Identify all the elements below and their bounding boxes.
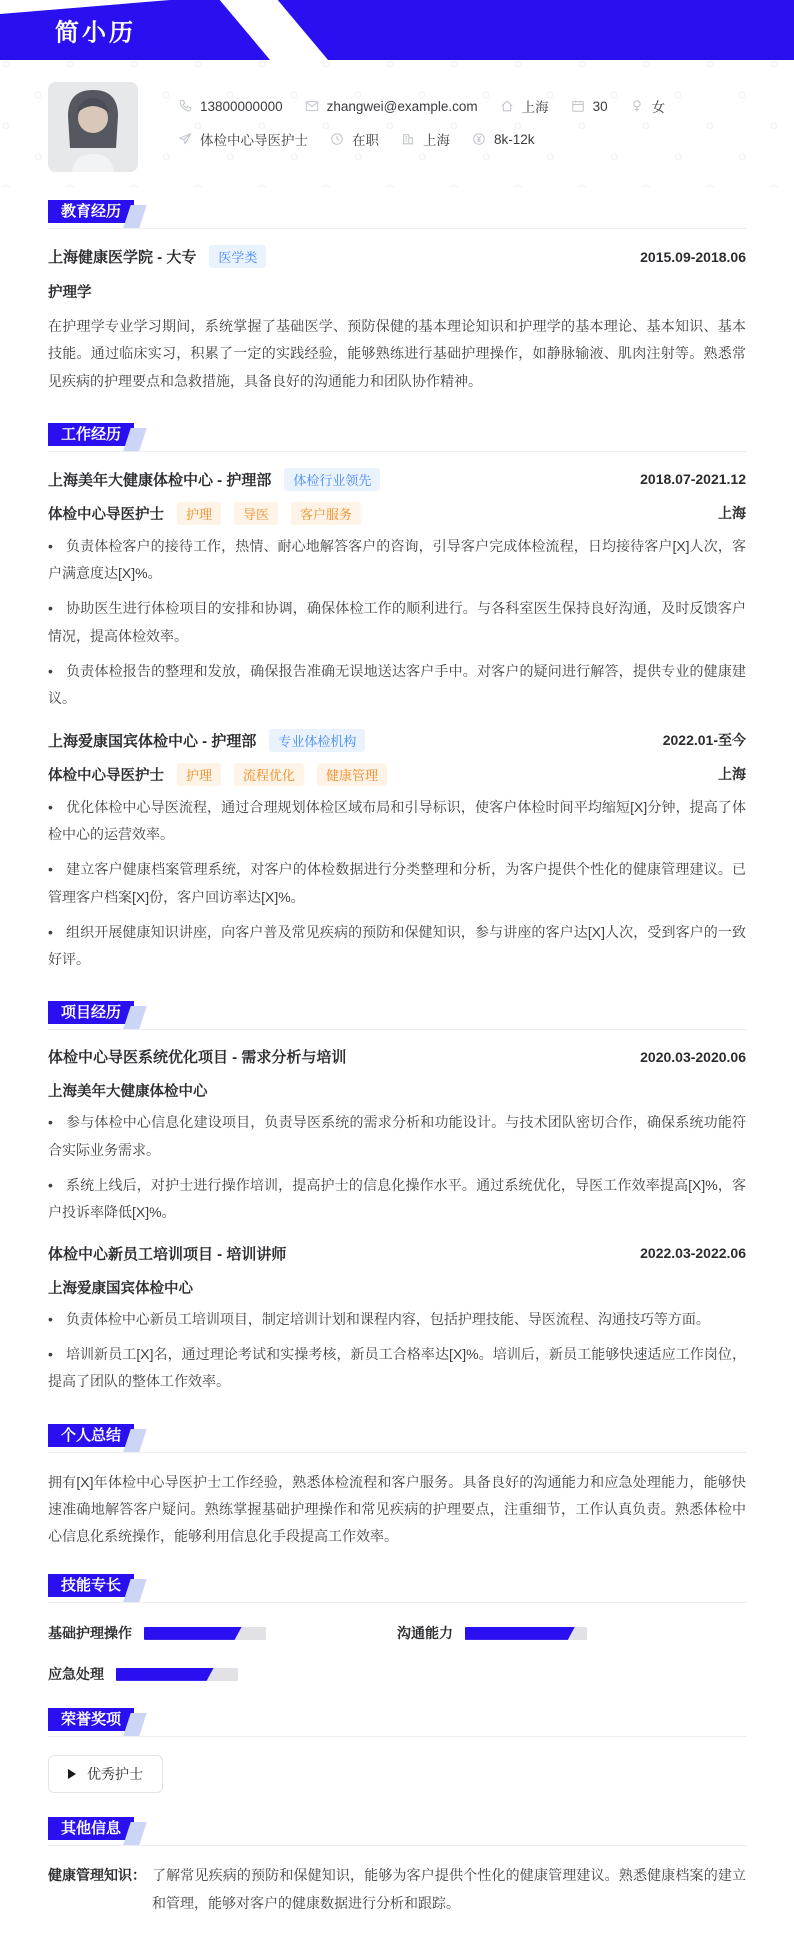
skill-label: 应急处理: [48, 1666, 104, 1683]
role-tag: 导医: [234, 502, 278, 525]
work-section-header: [48, 423, 746, 452]
contact-row-1: [178, 96, 687, 116]
project-bullets: [48, 1109, 746, 1226]
work-bullets: [48, 533, 746, 713]
home-icon: [500, 99, 514, 113]
contact-age: [571, 99, 608, 114]
job-title-icon: [178, 132, 192, 146]
play-triangle-icon: [68, 1769, 76, 1779]
education-section-header: [48, 200, 746, 229]
skill-bar-fill: [116, 1668, 214, 1681]
bullet-item: [48, 1306, 746, 1333]
contact-hometown: [500, 96, 549, 116]
age-icon: [571, 99, 585, 113]
city-icon: [401, 132, 415, 146]
bullet-dot: •: [48, 798, 53, 815]
bullet-text: 建立客户健康档案管理系统，对客户的体检数据进行分类整理和分析，为客户提供个性化的健康管理建议。已管理客户档案[X]份，客户回访率达[X]%。: [48, 861, 746, 905]
city-value: 上海: [423, 133, 450, 148]
other-info-row: [48, 1862, 746, 1917]
role-tag: 流程优化: [234, 763, 304, 786]
status-icon: [330, 132, 344, 146]
skill-bar-track: [465, 1627, 587, 1640]
status-value: 在职: [352, 133, 379, 148]
skill-label: 基础护理操作: [48, 1625, 132, 1642]
bullet-item: [48, 595, 746, 650]
honors-section: [48, 1708, 746, 1793]
bullet-item: [48, 1172, 746, 1227]
project-company: 上海爱康国宾体检中心: [48, 1280, 193, 1297]
bullet-text: 协助医生进行体检项目的安排和协调，确保体检工作的顺利进行。与各科室医生保持良好沟通，及时反馈客户情况，提高体检效率。: [48, 600, 746, 644]
role-title: 体检中心导医护士: [48, 506, 164, 523]
other-info-text: 了解常见疾病的预防和保健知识，能够为客户提供个性化的健康管理建议。熟悉健康档案的建立和管理，能够对客户的健康数据进行分析和跟踪。: [152, 1867, 746, 1911]
skill-bar-track: [144, 1627, 266, 1640]
skill-bar-fill: [465, 1627, 575, 1640]
work-section: [48, 423, 746, 974]
work-date: 2018.07-2021.12: [640, 471, 746, 488]
salary-icon: [472, 132, 486, 146]
resume-content: [0, 200, 794, 1941]
contact-row-2: [178, 129, 687, 149]
role-title: 体检中心导医护士: [48, 767, 164, 784]
bullet-dot: •: [48, 861, 53, 878]
other-info-label: 健康管理知识：: [48, 1867, 146, 1884]
honors-section-header: [48, 1708, 746, 1737]
work-entry: [48, 729, 746, 974]
education-description: 在护理学专业学习期间，系统掌握了基础医学、预防保健的基本理论知识和护理学的基本理论、基本知识、基本技能。通过临床实习，积累了一定的实践经验，能够熟练进行基础护理操作，如静脉输液、肌肉注射等。熟悉常见疾病的护理要点和急救措施，具备良好的沟通能力和团队协作精神。: [48, 318, 746, 389]
section-title-badge: 工作经历: [48, 423, 134, 446]
avatar: [48, 82, 138, 172]
project-date: 2020.03-2020.06: [640, 1048, 746, 1065]
summary-text: 拥有[X]年体检中心导医护士工作经验，熟悉体检流程和客户服务。具备良好的沟通能力和应急处理能力，能够快速准确地解答客户疑问。熟练掌握基础护理操作和常见疾病的护理要点，注重细节，工作认真负责。熟悉体检中心信息化系统操作，能够利用信息化手段提高工作效率。: [48, 1473, 746, 1545]
section-title-badge: 技能专长: [48, 1574, 134, 1597]
work-date: 2022.01-至今: [662, 732, 746, 749]
bullet-dot: •: [48, 923, 53, 940]
project-name: 体检中心导医系统优化项目 - 需求分析与培训: [48, 1049, 347, 1067]
contact-info: [178, 82, 687, 162]
contact-phone: [178, 99, 283, 114]
education-tag: 医学类: [209, 245, 266, 268]
project-entry-header: [48, 1243, 746, 1264]
banner-diagonal-stripe: [213, 0, 338, 60]
contact-status: [330, 129, 379, 149]
bullet-text: 系统上线后，对护士进行操作培训，提高护士的信息化操作水平。通过系统优化，导医工作效率提高[X]%，客户投诉率降低[X]%。: [48, 1177, 746, 1221]
education-entry-header: [48, 245, 746, 268]
contact-gender: [630, 96, 666, 116]
bullet-dot: •: [48, 1114, 53, 1131]
bullet-item: [48, 794, 746, 849]
skill-item: [48, 1664, 397, 1684]
contact-job-title: [178, 129, 308, 149]
project-date: 2022.03-2022.06: [640, 1245, 746, 1262]
projects-section: [48, 1001, 746, 1395]
phone-icon: [178, 99, 192, 113]
contact-email: [305, 99, 478, 114]
bullet-item: [48, 658, 746, 713]
section-title-badge: 荣誉奖项: [48, 1708, 134, 1731]
summary-section-header: [48, 1424, 746, 1453]
hometown-value: 上海: [521, 100, 549, 115]
bullet-text: 培训新员工[X]名，通过理论考试和实操考核，新员工合格率达[X]%。培训后，新员工能够快速适应工作岗位，提高了团队的整体工作效率。: [48, 1345, 746, 1390]
bullet-dot: •: [48, 1345, 53, 1362]
projects-section-header: [48, 1001, 746, 1030]
bullet-text: 组织开展健康知识讲座，向客户普及常见疾病的预防和保健知识，参与讲座的客户达[X]人次，受到客户的一致好评。: [48, 923, 746, 968]
section-title-badge: 其他信息: [48, 1817, 134, 1840]
project-entry: [48, 1046, 746, 1226]
profile-section: [0, 60, 794, 188]
bullet-dot: •: [48, 537, 53, 554]
section-title-badge: 个人总结: [48, 1424, 134, 1447]
company-name: 上海美年大健康体检中心 - 护理部: [48, 471, 272, 489]
skill-item: [48, 1623, 397, 1643]
role-tag: 健康管理: [317, 763, 387, 786]
header-banner: [0, 0, 794, 60]
candidate-name: 简小历: [55, 19, 136, 47]
skill-bar-fill: [144, 1627, 242, 1640]
salary-value: 8k-12k: [494, 131, 535, 147]
phone-value: 13800000000: [200, 98, 283, 114]
role-tag: 护理: [177, 502, 221, 525]
bullet-item: [48, 1341, 746, 1396]
education-section: [48, 200, 746, 395]
company-tag: 专业体检机构: [269, 729, 365, 752]
work-bullets: [48, 794, 746, 974]
gender-value: 女: [651, 100, 666, 115]
bullet-dot: •: [48, 1310, 53, 1327]
skill-label: 沟通能力: [397, 1625, 453, 1642]
company-tag: 体检行业领先: [284, 468, 380, 491]
bullet-dot: •: [48, 600, 53, 617]
project-entry: [48, 1243, 746, 1396]
other-section-header: [48, 1817, 746, 1846]
education-date: 2015.09-2018.06: [640, 248, 746, 265]
work-entry-header: [48, 468, 746, 491]
skill-item: [397, 1623, 746, 1643]
honor-label: 优秀护士: [87, 1766, 143, 1783]
role-tag: 护理: [177, 763, 221, 786]
skills-section: [48, 1574, 746, 1684]
profile-photo: [48, 82, 138, 172]
gender-icon: [630, 99, 644, 113]
age-value: 30: [592, 98, 608, 114]
bullet-text: 负责体检中心新员工培训项目，制定培训计划和课程内容，包括护理技能、导医流程、沟通技巧等方面。: [65, 1310, 710, 1327]
other-info-section: [48, 1817, 746, 1917]
school-name: 上海健康医学院 - 大专: [48, 249, 197, 266]
bullet-text: 参与体检中心信息化建设项目，负责导医系统的需求分析和功能设计。与技术团队密切合作，确保系统功能符合实际业务需求。: [48, 1114, 746, 1158]
honor-item: [48, 1755, 163, 1793]
project-name: 体检中心新员工培训项目 - 培训讲师: [48, 1245, 287, 1263]
section-title-badge: 项目经历: [48, 1001, 134, 1024]
skills-section-header: [48, 1574, 746, 1603]
skill-bar-track: [116, 1668, 238, 1681]
role-tag: 客户服务: [291, 502, 361, 525]
company-name: 上海爱康国宾体检中心 - 护理部: [48, 732, 257, 750]
mail-icon: [305, 99, 319, 113]
bullet-item: [48, 856, 746, 911]
project-entry-header: [48, 1046, 746, 1067]
bullet-dot: •: [48, 663, 53, 680]
bullet-item: [48, 533, 746, 588]
work-role-row: [48, 763, 746, 786]
work-role-row: [48, 502, 746, 525]
project-bullets: [48, 1306, 746, 1396]
job-title-value: 体检中心导医护士: [200, 133, 308, 148]
summary-section: [48, 1424, 746, 1551]
work-entry-header: [48, 729, 746, 752]
section-title-badge: 教育经历: [48, 200, 134, 223]
major-name: 护理学: [48, 285, 92, 301]
work-location: 上海: [718, 505, 746, 522]
work-location: 上海: [718, 766, 746, 783]
bullet-dot: •: [48, 1177, 53, 1194]
work-entry: [48, 468, 746, 713]
skills-grid: [48, 1623, 746, 1684]
project-company: 上海美年大健康体检中心: [48, 1084, 208, 1101]
bullet-text: 负责体检客户的接待工作，热情、耐心地解答客户的咨询，引导客户完成体检流程，日均接待客户[X]人次，客户满意度达[X]%。: [48, 537, 746, 582]
contact-city: [401, 129, 450, 149]
bullet-text: 优化体检中心导医流程，通过合理规划体检区域布局和引导标识，使客户体检时间平均缩短[X]分钟，提高了体检中心的运营效率。: [48, 798, 746, 842]
bullet-text: 负责体检报告的整理和发放，确保报告准确无误地送达客户手中。对客户的疑问进行解答，提供专业的健康建议。: [48, 663, 746, 707]
bullet-item: [48, 1109, 746, 1164]
email-value: zhangwei@example.com: [326, 98, 478, 114]
contact-salary: [472, 132, 535, 147]
bullet-item: [48, 919, 746, 974]
